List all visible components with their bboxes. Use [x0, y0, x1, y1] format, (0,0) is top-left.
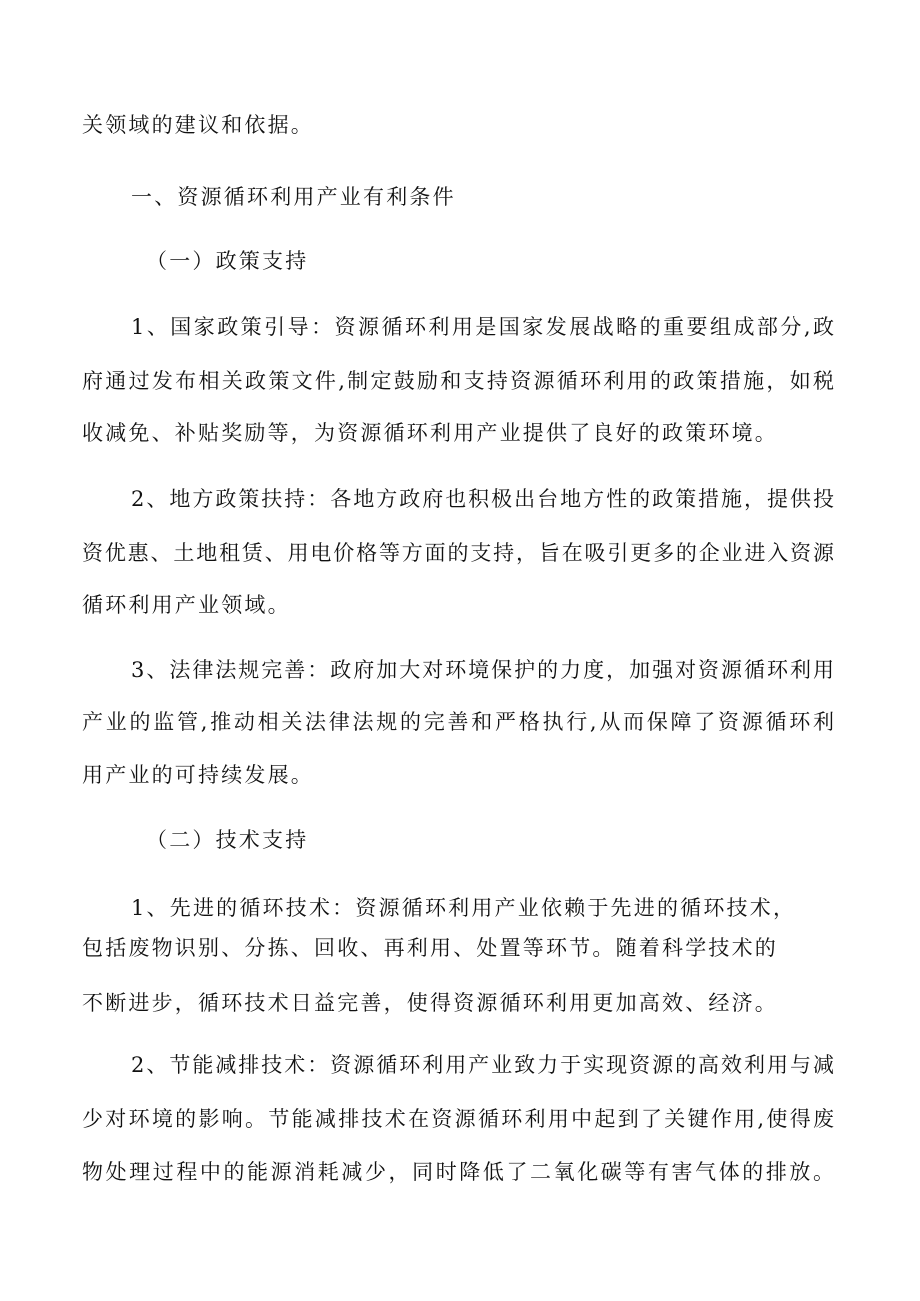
- paragraph-line: 2、地方政策扶持：各地方政府也积极出台地方性的政策措施，提供投: [131, 487, 834, 511]
- paragraph-line: 物处理过程中的能源消耗减少，同时降低了二氧化碳等有害气体的排放。: [82, 1160, 834, 1184]
- paragraph-line: 循环利用产业领域。: [82, 593, 291, 617]
- paragraph-line: 收减免、补贴奖励等，为资源循环利用产业提供了良好的政策环境。: [82, 421, 778, 445]
- continuation-text: 关领域的建议和依据。: [82, 113, 314, 137]
- paragraph-line: 府通过发布相关政策文件,制定鼓励和支持资源循环利用的政策措施，如税: [82, 369, 834, 393]
- paragraph-line: 不断进步，循环技术日益完善，使得资源循环利用更加高效、经济。: [82, 991, 778, 1015]
- paragraph-line: 用产业的可持续发展。: [82, 763, 314, 787]
- section-title: 一、资源循环利用产业有利条件: [131, 185, 456, 209]
- paragraph-line: 少对环境的影响。节能减排技术在资源循环利用中起到了关键作用,使得废: [82, 1107, 834, 1131]
- subsection-title-policy: （一）政策支持: [146, 249, 309, 273]
- paragraph-line: 1、先进的循环技术：资源循环利用产业依赖于先进的循环技术，: [131, 896, 797, 920]
- paragraph-line: 1、国家政策引导：资源循环利用是国家发展战略的重要组成部分,政: [131, 315, 834, 339]
- paragraph-line: 资优惠、土地租赁、用电价格等方面的支持，旨在吸引更多的企业进入资源: [82, 541, 834, 565]
- paragraph-line: 3、法律法规完善：政府加大对环境保护的力度，加强对资源循环利用: [131, 658, 834, 682]
- paragraph-line: 包括废物识别、分拣、回收、再利用、处置等环节。随着科学技术的: [82, 936, 778, 960]
- paragraph-line: 2、节能减排技术：资源循环利用产业致力于实现资源的高效利用与减: [131, 1053, 834, 1077]
- paragraph-line: 产业的监管,推动相关法律法规的完善和严格执行,从而保障了资源循环利: [82, 710, 834, 734]
- subsection-title-technology: （二）技术支持: [146, 828, 309, 852]
